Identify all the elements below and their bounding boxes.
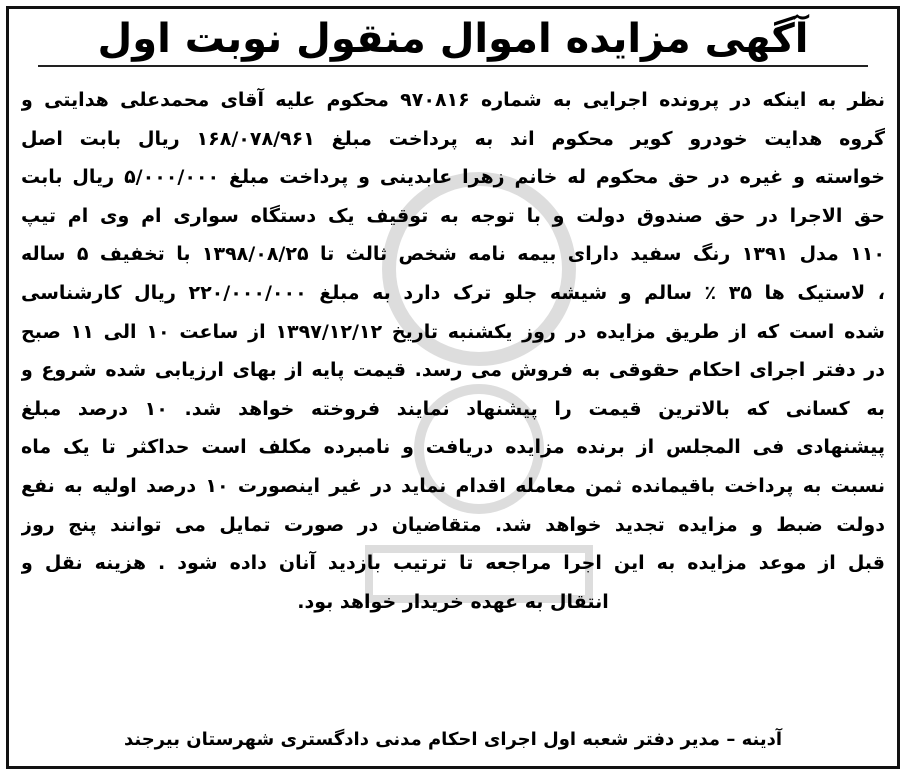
title-area <box>9 13 897 73</box>
body-line: خواسته و غیره در حق محکوم له خانم زهرا عابدینی و پرداخت مبلغ ۵/۰۰۰/۰۰۰ ریال بابت <box>21 166 885 189</box>
notice-title: آگهی مزایده اموال منقول نوبت اول <box>38 13 869 67</box>
body-line: شده است که از طریق مزایده در روز یکشنبه تاریخ ۱۳۹۷/۱۲/۱۲ از ساعت ۱۰ الی ۱۱ صبح <box>21 320 885 343</box>
body-line: به کسانی که بالاترین قیمت را پیشنهاد نمایند فروخته خواهد شد. ۱۰ درصد مبلغ <box>21 397 885 420</box>
body-line: نظر به اینکه در پرونده اجرایی به شماره ۹۷۰۸۱۶ محکوم علیه آقای محمدعلی هدایتی و <box>21 89 885 111</box>
notice-frame <box>6 6 900 769</box>
body-line: انتقال به عهده خریدار خواهد بود. <box>297 590 609 613</box>
body-line: دولت ضبط و مزایده تجدید خواهد شد. متقاضیان در صورت تمایل می توانند پنج روز <box>21 513 885 536</box>
body-line: ۱۱۰ مدل ۱۳۹۱ رنگ سفید دارای بیمه نامه شخص ثالث تا ۱۳۹۸/۰۸/۲۵ با تخفیف ۵ ساله <box>21 243 885 266</box>
body-line: قبل از موعد مزایده به این اجرا مراجعه تا ترتیب بازدید آنان داده شود . هزینه نقل و <box>21 552 885 575</box>
body-line: پیشنهادی فی المجلس از برنده مزایده دریافت و نامبرده مکلف است حداکثر تا یک ماه <box>21 436 885 459</box>
body-line: ، لاستیک ها ۳۵ ٪ سالم و شیشه جلو ترک دارد به مبلغ ۲۲۰/۰۰۰/۰۰۰ ریال کارشناسی <box>21 281 885 304</box>
body-line: نسبت به پرداخت باقیمانده ثمن معامله اقدام نماید در غیر اینصورت ۱۰ درصد اولیه به نفع <box>21 474 885 497</box>
body-line: در دفتر اجرای احکام حقوقی به فروش می رسد. قیمت پایه از بهای ارزیابی شده شروع و <box>21 359 885 382</box>
body-line: گروه هدایت خودرو کویر محکوم اند به پرداخت مبلغ ۱۶۸/۰۷۸/۹۶۱ ریال بابت اصل <box>21 127 885 150</box>
body-line: حق الاجرا در حق صندوق دولت و با توجه به توقیف یک دستگاه سواری ام وی ام تیپ <box>21 204 885 227</box>
signature: آدینه – مدیر دفتر شعبه اول اجرای احکام مدنی دادگستری شهرستان بیرجند <box>123 729 783 750</box>
notice-body <box>21 81 885 621</box>
